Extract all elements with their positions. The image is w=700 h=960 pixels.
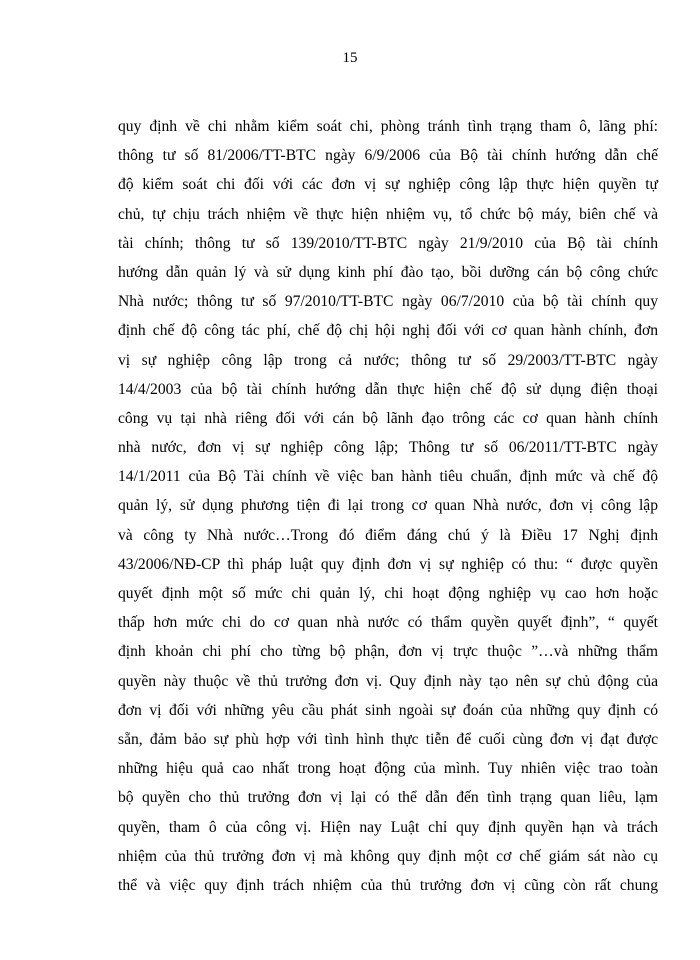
text-line: chủ, tự chịu trách nhiệm về thực hiện nhiệm vụ, tổ chức bộ máy, biên chế và <box>118 205 658 223</box>
text-line: thể và việc quy định trách nhiệm của thủ trưởng đơn vị cũng còn rất chung <box>118 876 658 894</box>
text-line: thấp hơn mức chi do cơ quan nhà nước có thẩm quyền quyết định”, “ quyết <box>118 614 658 632</box>
text-line: những hiệu quả cao nhất trong hoạt động của mình. Tuy nhiên việc trao toàn <box>118 760 658 778</box>
text-line: 14/4/2003 của bộ tài chính hướng dẫn thực hiện chế độ sử dụng điện thoại <box>118 380 658 398</box>
text-line: nhiệm của thủ trưởng đơn vị mà không quy định một cơ chế giám sát nào cụ <box>118 847 658 865</box>
text-line: tài chính; thông tư số 139/2010/TT-BTC ngày 21/9/2010 của Bộ tài chính <box>118 234 658 252</box>
text-line: định chế độ công tác phí, chế độ chị hội nghị đối với cơ quan hành chính, đơn <box>118 322 658 340</box>
text-line: 14/1/2011 của Bộ Tài chính về việc ban hành tiêu chuẩn, định mức và chế độ <box>118 468 658 486</box>
text-line: quyết định một số mức chi quản lý, chi hoạt động nghiệp vụ cao hơn hoặc <box>118 585 658 602</box>
text-line: đơn vị đối với những yêu cầu phát sinh ngoài sự đoán của những quy định có <box>118 701 658 719</box>
text-line: và công ty Nhà nước…Trong đó điểm đáng chú ý là Điều 17 Nghị định <box>118 526 658 544</box>
body-paragraph <box>118 112 658 900</box>
text-line: 43/2006/NĐ-CP thì pháp luật quy định đơn vị sự nghiệp có thu: “ được quyền <box>118 555 658 573</box>
text-line: nhà nước, đơn vị sự nghiệp công lập; Thông tư số 06/2011/TT-BTC ngày <box>118 439 658 457</box>
text-line: công vụ tại nhà riêng đối với cán bộ lãnh đạo trông các cơ quan hành chính <box>118 409 658 427</box>
text-line: thông tư số 81/2006/TT-BTC ngày 6/9/2006 của Bộ tài chính hướng dẫn chế <box>118 147 658 165</box>
text-line: bộ quyền cho thủ trưởng đơn vị lại có thể dẫn đến tình trạng quan liêu, lạm <box>118 789 658 807</box>
text-line: quy định về chi nhằm kiểm soát chi, phòng tránh tình trạng tham ô, lãng phí: <box>118 118 658 135</box>
text-line: quyền này thuộc về thủ trưởng đơn vị. Quy định này tạo nên sự chủ động của <box>118 672 658 690</box>
page-number: 15 <box>342 50 358 66</box>
text-line: Nhà nước; thông tư số 97/2010/TT-BTC ngày 06/7/2010 của bộ tài chính quy <box>118 293 658 311</box>
text-line: hướng dẫn quản lý và sử dụng kinh phí đào tạo, bồi dưỡng cán bộ công chức <box>118 263 658 281</box>
text-line: quản lý, sử dụng phương tiện đi lại trong cơ quan Nhà nước, đơn vị công lập <box>118 497 658 515</box>
text-line: sẵn, đảm bảo sự phù hợp với tình hình thực tiễn để cuối cùng đơn vị đạt được <box>118 730 658 748</box>
text-line: định khoản chi phí cho từng bộ phận, đơn vị trực thuộc ”…và những thẩm <box>118 643 658 661</box>
text-line: quyền, tham ô của công vị. Hiện nay Luật chỉ quy định quyền hạn và trách <box>118 818 658 836</box>
text-line: độ kiểm soát chi đối với các đơn vị sự nghiệp công lập thực hiện quyền tự <box>118 176 658 194</box>
text-line: vị sự nghiệp công lập trong cả nước; thông tư số 29/2003/TT-BTC ngày <box>118 351 658 369</box>
